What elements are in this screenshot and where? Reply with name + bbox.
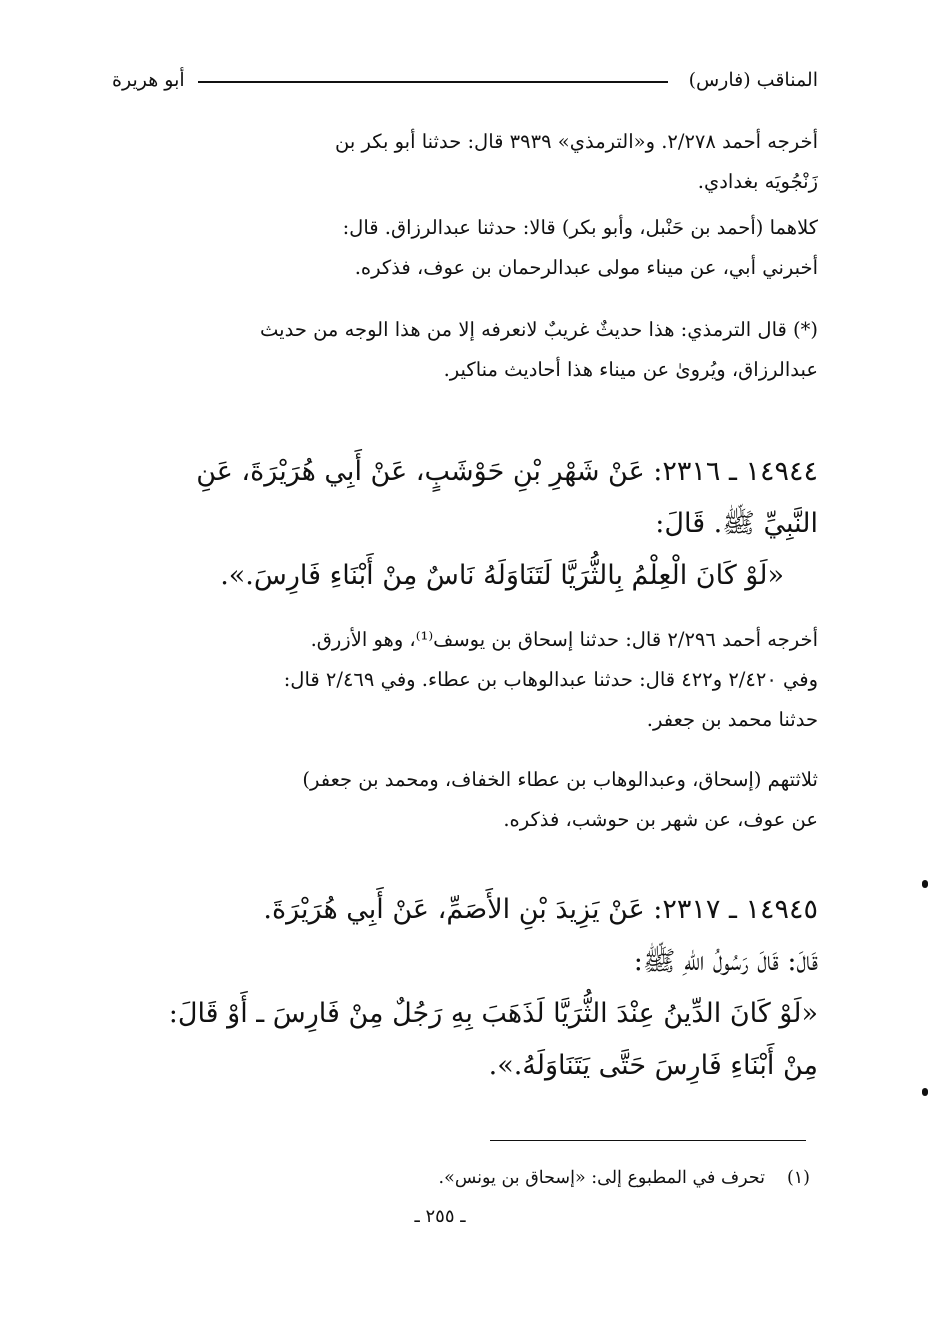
text-line: أخرجه أحمد ٢/٢٧٨. و«الترمذي» ٣٩٣٩ قال: حدثنا أبو بكر بن <box>334 130 818 153</box>
hadith-text-line: «لَوْ كَانَ الْعِلْمُ بِالثُّرَيَّا لَتَنَاوَلَهُ نَاسٌ مِنْ أَبْنَاءِ فَارِسَ.». <box>220 560 784 591</box>
text-line: ثلاثتهم (إسحاق، وعبدالوهاب بن عطاء الخفاف، ومحمد بن جعفر) <box>302 768 818 791</box>
text-line: أخرجه أحمد ٢/٢٩٦ قال: حدثنا إسحاق بن يوسف⁽¹⁾، وهو الأزرق. <box>310 628 818 651</box>
text-line: عبدالرزاق، ويُروىٰ عن ميناء هذا أحاديث مناكير. <box>443 358 818 381</box>
hadith-14944 <box>122 446 818 602</box>
footnote-text: تحرف في المطبوع إلى: «إسحاق بن يونس». <box>438 1168 765 1188</box>
running-header <box>112 66 818 96</box>
text-line: أخبرني أبي، عن ميناء مولى عبدالرحمان بن عوف، فذكره. <box>354 256 818 279</box>
hadith-heading-line: النَّبِيِّ ﷺ. قَالَ: <box>655 508 818 539</box>
text-line: حدثنا محمد بن جعفر. <box>646 708 818 731</box>
footnote <box>250 1164 810 1192</box>
hadith-heading-line: قَالَ: قَالَ رَسُولُ اللهِ ﷺ: <box>633 946 818 977</box>
hadith-text-line: مِنْ أَبْنَاءِ فَارِسَ حَتَّى يَتَنَاوَلَهُ.». <box>488 1050 818 1081</box>
hadith-14945 <box>122 884 818 1092</box>
margin-dot <box>922 1088 928 1096</box>
hadith-heading-line: ١٤٩٤٤ ـ ٢٣١٦: عَنْ شَهْرِ بْنِ حَوْشَبٍ، عَنْ أَبِي هُرَيْرَةَ، عَنِ <box>196 456 818 487</box>
header-chapter-title: المناقب (فارس) <box>683 66 818 94</box>
text-line: وفي ٢/٤٢٠ و٤٢٢ قال: حدثنا عبدالوهاب بن عطاء. وفي ٢/٤٦٩ قال: <box>283 668 818 691</box>
hadith-heading-line: ١٤٩٤٥ ـ ٢٣١٧: عَنْ يَزِيدَ بْنِ الأَصَمِّ، عَنْ أَبِي هُرَيْرَةَ. <box>263 894 818 925</box>
header-rule <box>198 81 668 83</box>
text-line: عن عوف، عن شهر بن حوشب، فذكره. <box>503 808 818 831</box>
takhrij-paragraph-1 <box>122 122 818 202</box>
takhrij-paragraph-3 <box>122 620 818 740</box>
header-narrator-name: أبو هريرة <box>112 66 185 94</box>
footnote-rule <box>490 1140 806 1141</box>
margin-dot <box>922 880 928 888</box>
footnote-number: (١) <box>786 1168 810 1188</box>
hadith-text-line: «لَوْ كَانَ الدِّينُ عِنْدَ الثُّرَيَّا لَذَهَبَ بِهِ رَجُلٌ مِنْ فَارِسَ ـ أَوْ قَالَ: <box>168 998 818 1029</box>
text-line: زَنْجُويَه بغدادي. <box>697 170 818 193</box>
takhrij-paragraph-4 <box>122 760 818 840</box>
page-number: ـ ٢٥٥ ـ <box>414 1206 466 1227</box>
text-line: (*) قال الترمذي: هذا حديثٌ غريبٌ لانعرفه إلا من هذا الوجه من حديث <box>260 318 818 341</box>
takhrij-paragraph-2 <box>122 208 818 288</box>
tirmidhi-remark <box>122 310 818 390</box>
text-line: كلاهما (أحمد بن حَنْبل، وأبو بكر) قالا: حدثنا عبدالرزاق. قال: <box>342 216 818 239</box>
